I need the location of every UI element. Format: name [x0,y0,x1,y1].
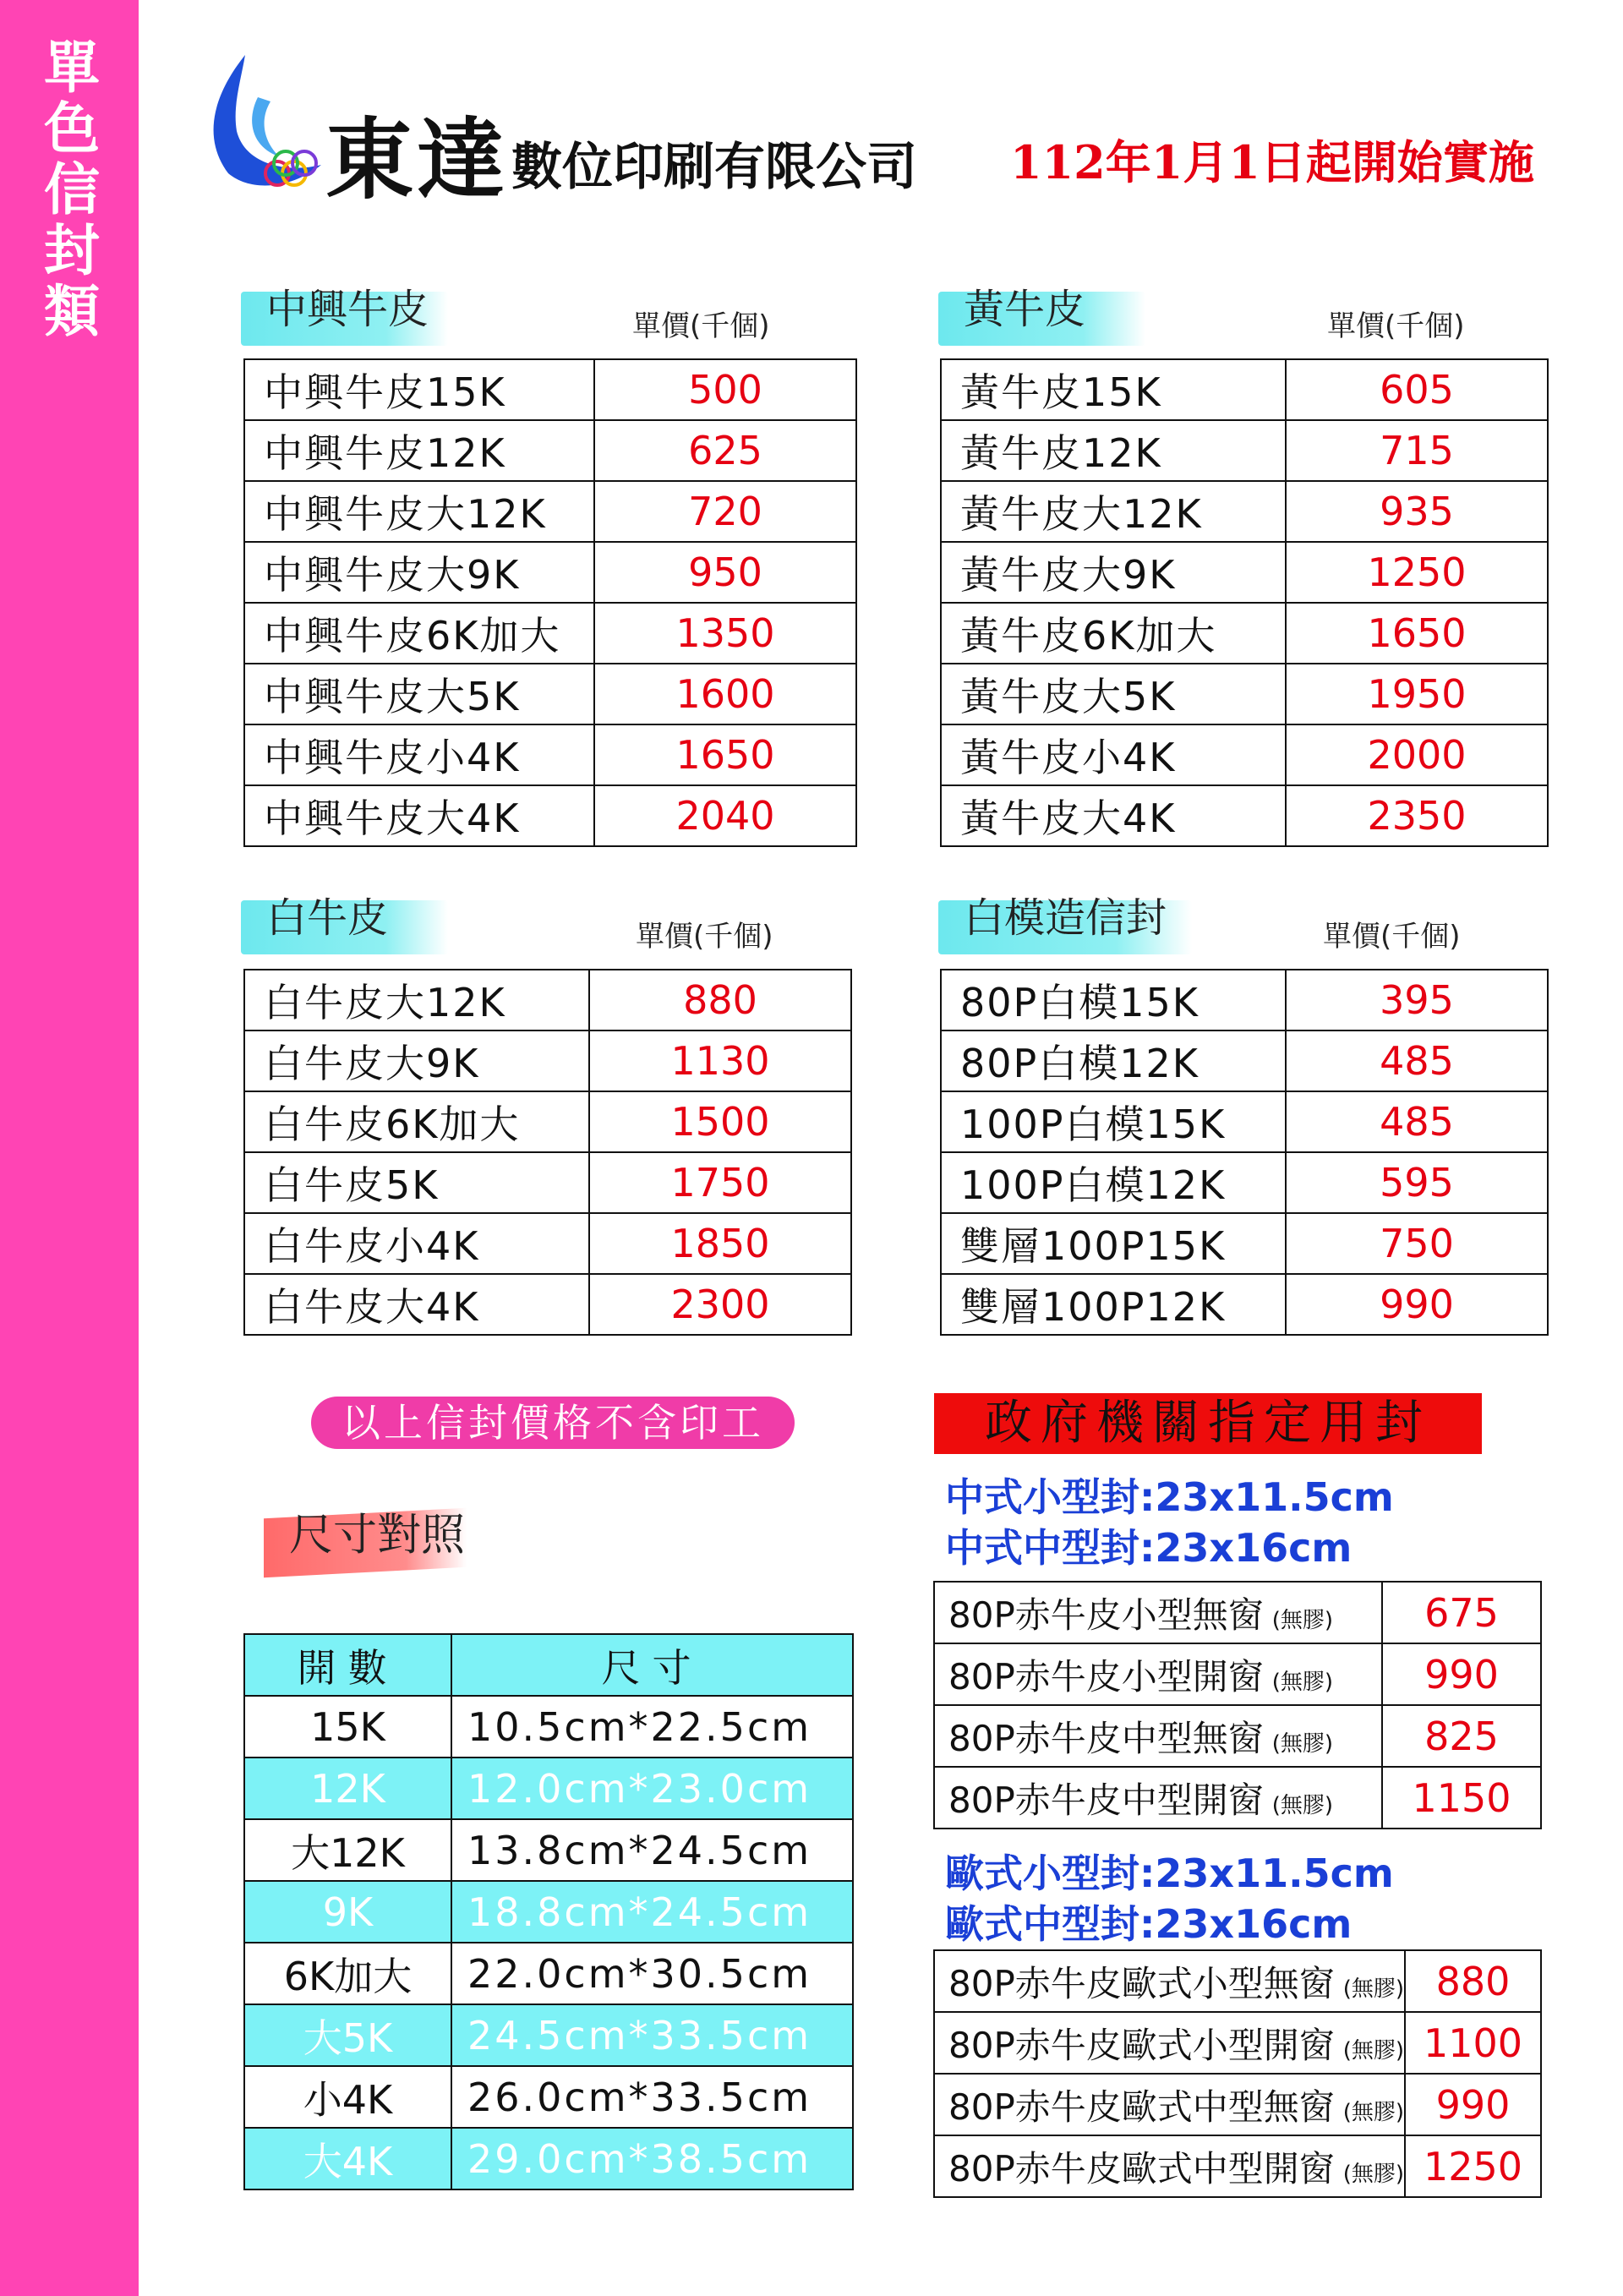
item-price: 485 [1286,1091,1548,1152]
item-name-text: 80P赤牛皮中型無窗 [948,1717,1264,1759]
size-count: 9K [244,1881,451,1943]
item-price: 880 [589,970,851,1030]
item-name-text: 黃牛皮大12K [960,491,1203,537]
item-name [941,785,1286,846]
table-row [934,2012,1541,2074]
item-name-text: 黃牛皮大5K [960,674,1177,719]
item-price: 990 [1382,1643,1541,1705]
item-price: 2040 [594,785,856,846]
gov-cn-price-table [933,1581,1542,1829]
section-zhongxing-header [241,286,448,346]
section-whitemodel-title: 白模造信封 [964,894,1167,942]
item-price: 1950 [1286,664,1548,724]
item-name [941,481,1286,542]
table-row [244,1213,851,1274]
item-name [934,2135,1405,2197]
unit-label-white: 單價(千個) [636,920,773,954]
size-dimension: 10.5cm*22.5cm [451,1696,853,1758]
size-row [244,1819,853,1881]
table-row [244,420,856,481]
item-name [941,542,1286,603]
eu-small-size: 歐式小型封:23x11.5cm [945,1850,1394,1896]
item-name-text: 80P赤牛皮中型開窗 [948,1779,1264,1821]
item-name [934,2074,1405,2135]
size-count: 大12K [244,1819,451,1881]
table-row [244,542,856,603]
item-name [244,359,594,420]
table-row [941,1091,1548,1152]
item-price: 1750 [589,1152,851,1213]
item-name-text: 白牛皮大4K [264,1284,480,1330]
section-white-header [241,894,448,954]
item-note: (無膠) [1271,1792,1334,1818]
yellow-price-table [940,358,1549,847]
item-name-text: 雙層100P12K [960,1284,1227,1330]
item-name-text: 80P赤牛皮小型開窗 [948,1655,1264,1697]
size-dimension: 26.0cm*33.5cm [451,2066,853,2128]
table-row [934,2135,1541,2197]
item-name-text: 80P赤牛皮歐式中型開窗 [948,2147,1335,2189]
table-row [934,1643,1541,1705]
item-name [244,785,594,846]
item-name-text: 黃牛皮大4K [960,795,1177,841]
table-row [244,1274,851,1335]
item-name-text: 中興牛皮15K [264,369,506,415]
item-name-text: 中興牛皮大9K [264,552,521,598]
item-name-text: 黃牛皮6K加大 [960,613,1217,659]
item-name-text: 黃牛皮大9K [960,552,1177,598]
table-row [941,603,1548,664]
item-note: (無膠) [1342,2099,1405,2125]
size-row [244,1881,853,1943]
table-row [244,1152,851,1213]
section-yellow-header [938,286,1145,346]
item-price: 1150 [1382,1767,1541,1829]
item-name [934,1643,1382,1705]
item-note: (無膠) [1342,1976,1405,2002]
table-row [244,785,856,846]
item-price: 2350 [1286,785,1548,846]
table-row [941,970,1548,1030]
table-row [244,1091,851,1152]
item-price: 1600 [594,664,856,724]
item-name [244,664,594,724]
table-row [941,1213,1548,1274]
item-name [941,1152,1286,1213]
item-name [244,970,589,1030]
item-price: 605 [1286,359,1548,420]
size-count: 大4K [244,2128,451,2189]
item-price: 990 [1405,2074,1541,2135]
size-table-header [264,1508,467,1578]
gov-banner: 政府機關指定用封 [934,1393,1482,1454]
item-name-text: 100P白模15K [960,1102,1227,1147]
item-price: 935 [1286,481,1548,542]
item-price: 825 [1382,1705,1541,1767]
gov-eu-price-table [933,1949,1542,2198]
effective-date: 112年1月1日起開始實施 [1010,135,1534,189]
table-row [244,359,856,420]
item-name [244,1274,589,1335]
item-price: 990 [1286,1274,1548,1335]
item-name [934,1705,1382,1767]
item-name-text: 白牛皮大9K [264,1041,480,1086]
section-yellow-title: 黃牛皮 [964,286,1086,333]
size-dimension: 13.8cm*24.5cm [451,1819,853,1881]
size-row [244,1943,853,2004]
cn-small-size: 中式小型封:23x11.5cm [945,1474,1394,1520]
table-row [244,481,856,542]
table-row [934,1705,1541,1767]
item-price: 395 [1286,970,1548,1030]
table-row [941,481,1548,542]
size-count: 大5K [244,2004,451,2066]
item-price: 720 [594,481,856,542]
unit-label-zhongxing: 單價(千個) [632,309,770,343]
section-white-title: 白牛皮 [266,894,389,942]
item-name-text: 白牛皮小4K [264,1223,480,1269]
item-price: 715 [1286,420,1548,481]
table-row [244,603,856,664]
table-row [941,1274,1548,1335]
item-name-text: 80P赤牛皮小型無窗 [948,1594,1264,1636]
item-name [941,1030,1286,1091]
item-price: 485 [1286,1030,1548,1091]
item-name-text: 80P赤牛皮歐式小型無窗 [948,1962,1335,2004]
size-row [244,2128,853,2189]
item-name [244,724,594,785]
size-count: 12K [244,1758,451,1819]
item-price: 1250 [1286,542,1548,603]
table-row [244,724,856,785]
item-name-text: 黃牛皮小4K [960,735,1177,780]
item-name [941,1091,1286,1152]
brand-name: 東達 [325,107,509,211]
item-name [934,1582,1382,1643]
table-row [244,664,856,724]
item-price: 1650 [594,724,856,785]
item-price: 1250 [1405,2135,1541,2197]
table-row [941,359,1548,420]
item-price: 950 [594,542,856,603]
table-row [941,724,1548,785]
item-name [941,1213,1286,1274]
size-table-title: 尺寸對照 [289,1510,466,1561]
size-count: 小4K [244,2066,451,2128]
item-name-text: 黃牛皮15K [960,369,1162,415]
item-note: (無膠) [1342,2161,1405,2187]
item-name-text: 100P白模12K [960,1162,1227,1208]
item-name [934,2012,1405,2074]
item-note: (無膠) [1271,1730,1334,1757]
item-price: 500 [594,359,856,420]
item-name [244,1091,589,1152]
item-price: 675 [1382,1582,1541,1643]
item-name [244,1030,589,1091]
item-note: (無膠) [1271,1669,1334,1695]
table-row [941,785,1548,846]
zhongxing-price-table [243,358,857,847]
size-count: 15K [244,1696,451,1758]
item-price: 750 [1286,1213,1548,1274]
item-note: (無膠) [1271,1607,1334,1633]
brand-subtitle: 數位印刷有限公司 [511,138,917,197]
table-row [941,420,1548,481]
header-size: 尺寸 [451,1634,853,1696]
size-row [244,2066,853,2128]
table-row [941,1030,1548,1091]
size-row [244,2004,853,2066]
item-price: 1350 [594,603,856,664]
item-price: 880 [1405,1950,1541,2012]
size-count: 6K加大 [244,1943,451,2004]
item-name-text: 中興牛皮大5K [264,674,521,719]
unit-label-whitemodel: 單價(千個) [1323,920,1461,954]
cn-medium-size: 中式中型封:23x16cm [945,1525,1352,1571]
table-row [941,1152,1548,1213]
item-name-text: 80P赤牛皮歐式小型開窗 [948,2024,1335,2066]
item-name [244,603,594,664]
item-name [244,481,594,542]
item-name-text: 中興牛皮12K [264,430,506,476]
item-name-text: 80P白模12K [960,1041,1199,1086]
header-count: 開數 [244,1634,451,1696]
table-row [934,2074,1541,2135]
size-row [244,1696,853,1758]
item-name [934,1950,1405,2012]
item-name-text: 中興牛皮6K加大 [264,613,561,659]
item-name [941,420,1286,481]
table-row [934,1767,1541,1829]
size-table-header-row [244,1634,853,1696]
size-table [243,1633,854,2190]
item-name-text: 中興牛皮大12K [264,491,547,537]
size-row [244,1758,853,1819]
item-price: 2300 [589,1274,851,1335]
item-name-text: 黃牛皮12K [960,430,1162,476]
item-name-text: 中興牛皮小4K [264,735,521,780]
item-price: 1650 [1286,603,1548,664]
size-dimension: 12.0cm*23.0cm [451,1758,853,1819]
price-notice-badge: 以上信封價格不含印工 [311,1397,795,1449]
sidebar-title: 單色信封類 [44,36,100,344]
item-name-text: 白牛皮6K加大 [264,1102,521,1147]
size-dimension: 22.0cm*30.5cm [451,1943,853,2004]
table-row [244,1030,851,1091]
company-logo [194,46,330,199]
item-name [244,420,594,481]
table-row [941,542,1548,603]
size-dimension: 24.5cm*33.5cm [451,2004,853,2066]
item-name [941,1274,1286,1335]
table-row [941,664,1548,724]
item-price: 2000 [1286,724,1548,785]
table-row [934,1950,1541,2012]
item-price: 595 [1286,1152,1548,1213]
item-name [244,1152,589,1213]
unit-label-yellow: 單價(千個) [1327,309,1465,343]
item-price: 1850 [589,1213,851,1274]
whitemodel-price-table [940,969,1549,1336]
item-name [941,603,1286,664]
item-name [941,664,1286,724]
item-name-text: 白牛皮5K [264,1162,440,1208]
item-name [941,359,1286,420]
section-whitemodel-header [938,894,1192,954]
eu-medium-size: 歐式中型封:23x16cm [945,1901,1352,1947]
item-name [244,1213,589,1274]
size-dimension: 18.8cm*24.5cm [451,1881,853,1943]
item-price: 625 [594,420,856,481]
table-row [244,970,851,1030]
item-name [941,970,1286,1030]
item-name [934,1767,1382,1829]
sidebar [0,0,139,2296]
table-row [934,1582,1541,1643]
item-price: 1130 [589,1030,851,1091]
white-price-table [243,969,852,1336]
item-name-text: 80P白模15K [960,980,1199,1025]
item-price: 1100 [1405,2012,1541,2074]
item-name-text: 雙層100P15K [960,1223,1227,1269]
item-name-text: 中興牛皮大4K [264,795,521,841]
item-note: (無膠) [1342,2037,1405,2064]
item-name-text: 80P赤牛皮歐式中型無窗 [948,2086,1335,2128]
item-name [244,542,594,603]
section-zhongxing-title: 中興牛皮 [266,286,429,333]
item-name [941,724,1286,785]
size-dimension: 29.0cm*38.5cm [451,2128,853,2189]
item-price: 1500 [589,1091,851,1152]
item-name-text: 白牛皮大12K [264,980,506,1025]
